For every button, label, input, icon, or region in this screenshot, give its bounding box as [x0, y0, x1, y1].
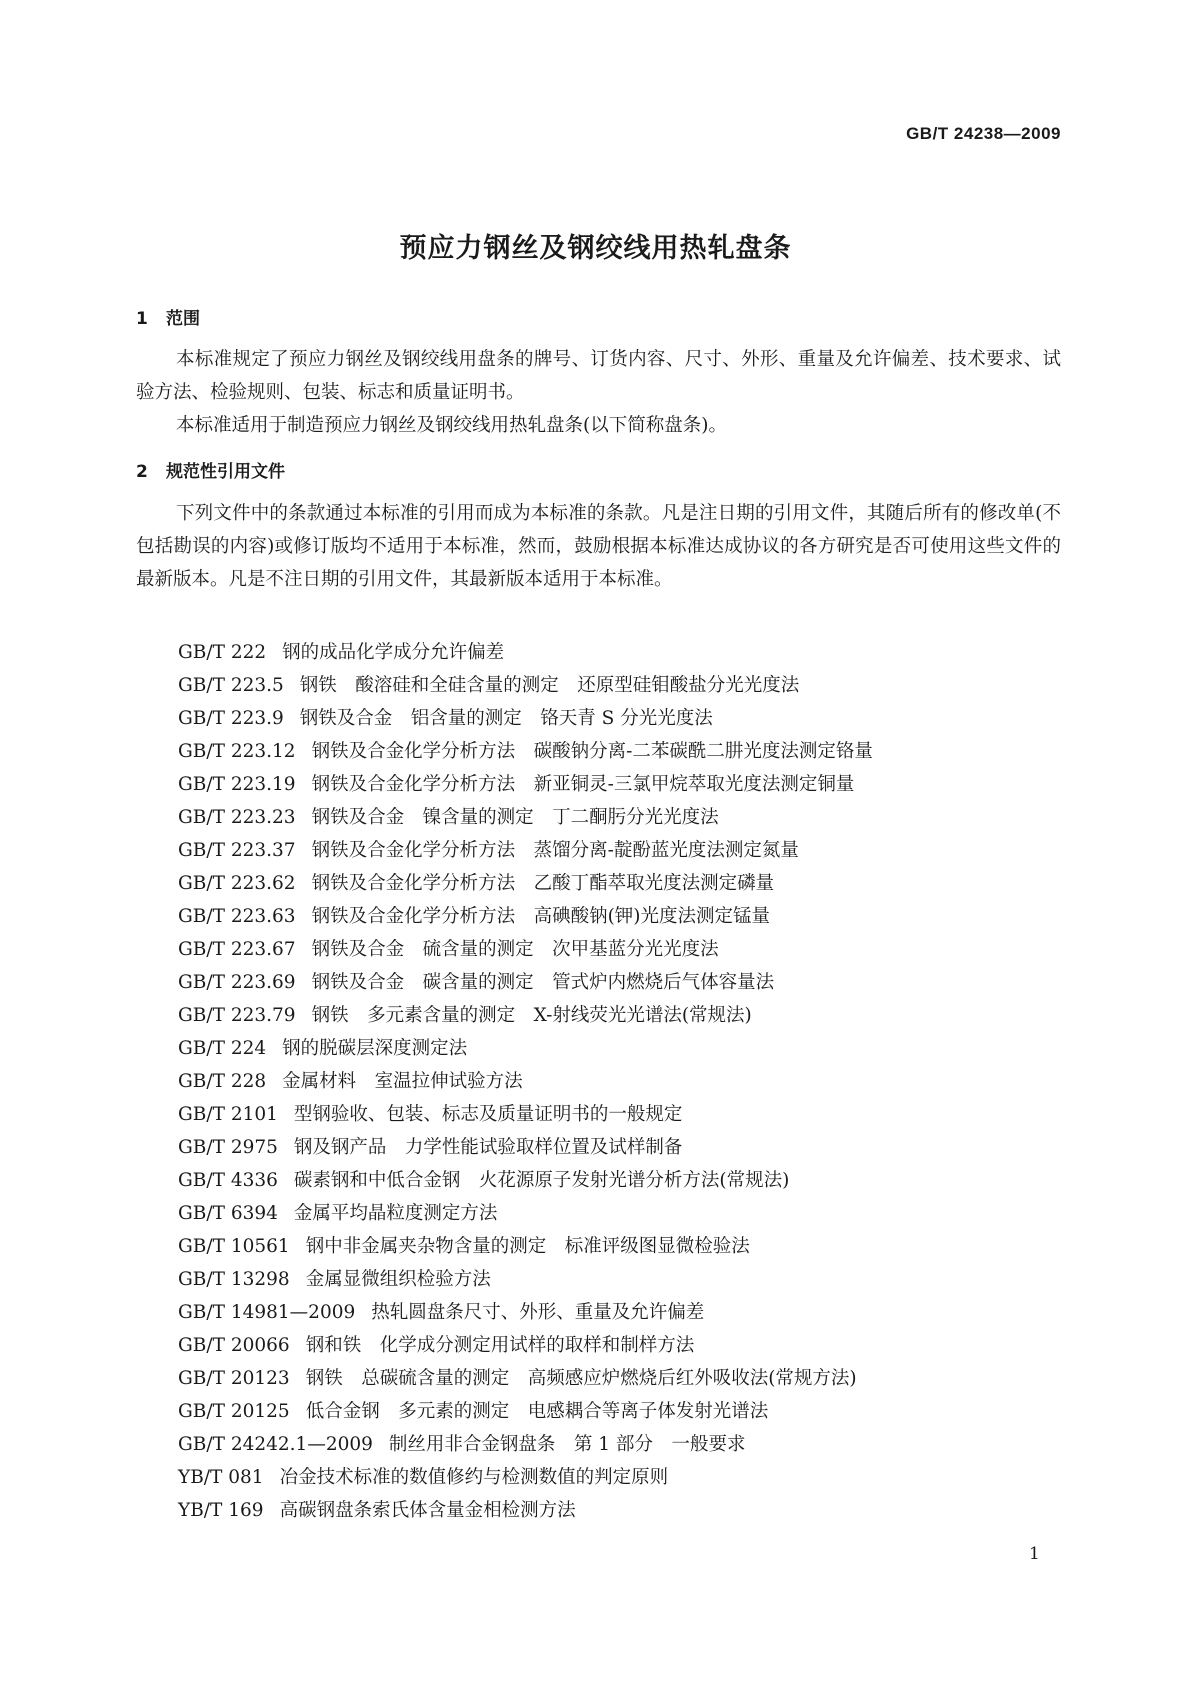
section-1-number: 1 — [136, 309, 148, 329]
reference-title: 高碳钢盘条索氏体含量金相检测方法 — [279, 1500, 576, 1521]
reference-code: GB/T 2101 — [178, 1104, 278, 1125]
reference-item — [178, 966, 873, 999]
reference-code: GB/T 20125 — [178, 1401, 290, 1422]
reference-code: GB/T 14981—2009 — [178, 1302, 356, 1323]
section-1-paragraph-2: 本标准适用于制造预应力钢丝及钢绞线用热轧盘条(以下简称盘条)。 — [176, 415, 727, 436]
reference-code: GB/T 24242.1—2009 — [178, 1434, 373, 1455]
reference-item — [178, 867, 873, 900]
reference-title: 热轧圆盘条尺寸、外形、重量及允许偏差 — [371, 1302, 705, 1323]
reference-code: GB/T 223.9 — [178, 708, 284, 729]
reference-item — [178, 1494, 873, 1527]
reference-code: GB/T 20066 — [178, 1335, 290, 1356]
section-2-number: 2 — [136, 462, 148, 482]
section-1-heading — [136, 304, 200, 329]
reference-item — [178, 999, 873, 1032]
reference-title: 钢铁 酸溶硅和全硅含量的测定 还原型硅钼酸盐分光光度法 — [299, 675, 800, 696]
section-2-paragraph-1: 下列文件中的条款通过本标准的引用而成为本标准的条款。凡是注日期的引用文件，其随后所有的修改单(不包括勘误的内容)或修订版均不适用于本标准，然而，鼓励根据本标准达成协议的各方研究是否可使用这些文件的最新版本。凡是不注日期的引用文件，其最新版本适用于本标准。 — [136, 503, 1061, 590]
reference-item — [178, 1395, 873, 1428]
reference-title: 金属显微组织检验方法 — [305, 1269, 491, 1290]
page-number: 1 — [1029, 1544, 1040, 1564]
reference-code: YB/T 169 — [178, 1500, 264, 1521]
reference-code: GB/T 6394 — [178, 1203, 278, 1224]
reference-title: 低合金钢 多元素的测定 电感耦合等离子体发射光谱法 — [305, 1401, 769, 1422]
reference-item — [178, 834, 873, 867]
reference-title: 钢铁及合金 铝含量的测定 铬天青 S 分光光度法 — [299, 708, 713, 729]
reference-item — [178, 669, 873, 702]
reference-code: GB/T 20123 — [178, 1368, 290, 1389]
reference-code: GB/T 223.23 — [178, 807, 296, 828]
reference-item — [178, 1065, 873, 1098]
reference-item — [178, 1098, 873, 1131]
reference-code: GB/T 223.62 — [178, 873, 296, 894]
standard-code: GB/T 24238—2009 — [906, 124, 1061, 143]
section-1-paragraph-1: 本标准规定了预应力钢丝及钢绞线用盘条的牌号、订货内容、尺寸、外形、重量及允许偏差、技术要求、试验方法、检验规则、包装、标志和质量证明书。 — [136, 349, 1061, 403]
reference-title: 金属材料 室温拉伸试验方法 — [282, 1071, 523, 1092]
reference-item — [178, 1296, 873, 1329]
reference-title: 钢铁及合金化学分析方法 碳酸钠分离-二苯碳酰二肼光度法测定铬量 — [311, 741, 873, 762]
reference-item — [178, 801, 873, 834]
reference-item — [178, 1230, 873, 1263]
reference-title: 制丝用非合金钢盘条 第 1 部分 一般要求 — [388, 1434, 746, 1455]
document-title: 预应力钢丝及钢绞线用热轧盘条 — [399, 233, 792, 264]
reference-title: 金属平均晶粒度测定方法 — [293, 1203, 498, 1224]
reference-title: 钢铁及合金 碳含量的测定 管式炉内燃烧后气体容量法 — [311, 972, 775, 993]
reference-title: 钢铁及合金化学分析方法 高碘酸钠(钾)光度法测定锰量 — [311, 906, 770, 927]
reference-item — [178, 1329, 873, 1362]
reference-code: GB/T 223.37 — [178, 840, 296, 861]
reference-item — [178, 768, 873, 801]
reference-title: 钢的成品化学成分允许偏差 — [282, 642, 505, 663]
reference-title: 钢中非金属夹杂物含量的测定 标准评级图显微检验法 — [305, 1236, 750, 1257]
reference-title: 钢铁及合金化学分析方法 乙酸丁酯萃取光度法测定磷量 — [311, 873, 775, 894]
reference-code: GB/T 13298 — [178, 1269, 290, 1290]
reference-code: GB/T 223.69 — [178, 972, 296, 993]
reference-code: YB/T 081 — [178, 1467, 264, 1488]
reference-item — [178, 1362, 873, 1395]
reference-item — [178, 735, 873, 768]
reference-item — [178, 1197, 873, 1230]
reference-title: 钢铁 多元素含量的测定 X-射线荧光光谱法(常规法) — [311, 1005, 752, 1026]
reference-title: 钢铁及合金化学分析方法 新亚铜灵-三氯甲烷萃取光度法测定铜量 — [311, 774, 855, 795]
reference-code: GB/T 223.12 — [178, 741, 296, 762]
reference-code: GB/T 223.67 — [178, 939, 296, 960]
reference-title: 钢及钢产品 力学性能试验取样位置及试样制备 — [293, 1137, 683, 1158]
reference-code: GB/T 223.19 — [178, 774, 296, 795]
reference-item — [178, 1164, 873, 1197]
reference-code: GB/T 223.5 — [178, 675, 284, 696]
reference-code: GB/T 228 — [178, 1071, 267, 1092]
reference-item — [178, 1131, 873, 1164]
reference-item — [178, 636, 873, 669]
reference-title: 钢铁及合金 硫含量的测定 次甲基蓝分光光度法 — [311, 939, 719, 960]
reference-code: GB/T 223.79 — [178, 1005, 296, 1026]
reference-title: 钢铁及合金化学分析方法 蒸馏分离-靛酚蓝光度法测定氮量 — [311, 840, 799, 861]
reference-item — [178, 933, 873, 966]
reference-item — [178, 900, 873, 933]
section-1-title: 范围 — [166, 309, 200, 329]
reference-item — [178, 702, 873, 735]
reference-title: 钢铁 总碳硫含量的测定 高频感应炉燃烧后红外吸收法(常规方法) — [305, 1368, 857, 1389]
reference-code: GB/T 2975 — [178, 1137, 278, 1158]
reference-item — [178, 1461, 873, 1494]
reference-item — [178, 1032, 873, 1065]
reference-code: GB/T 4336 — [178, 1170, 278, 1191]
reference-title: 钢的脱碳层深度测定法 — [282, 1038, 468, 1059]
reference-title: 钢和铁 化学成分测定用试样的取样和制样方法 — [305, 1335, 695, 1356]
section-2-heading — [136, 457, 285, 482]
reference-code: GB/T 224 — [178, 1038, 267, 1059]
reference-code: GB/T 10561 — [178, 1236, 290, 1257]
reference-title: 冶金技术标准的数值修约与检测数值的判定原则 — [279, 1467, 669, 1488]
reference-code: GB/T 222 — [178, 642, 267, 663]
reference-list — [178, 636, 873, 1527]
reference-item — [178, 1263, 873, 1296]
reference-item — [178, 1428, 873, 1461]
reference-code: GB/T 223.63 — [178, 906, 296, 927]
reference-title: 碳素钢和中低合金钢 火花源原子发射光谱分析方法(常规法) — [293, 1170, 790, 1191]
reference-title: 钢铁及合金 镍含量的测定 丁二酮肟分光光度法 — [311, 807, 719, 828]
section-2-title: 规范性引用文件 — [166, 462, 285, 482]
reference-title: 型钢验收、包装、标志及质量证明书的一般规定 — [293, 1104, 683, 1125]
